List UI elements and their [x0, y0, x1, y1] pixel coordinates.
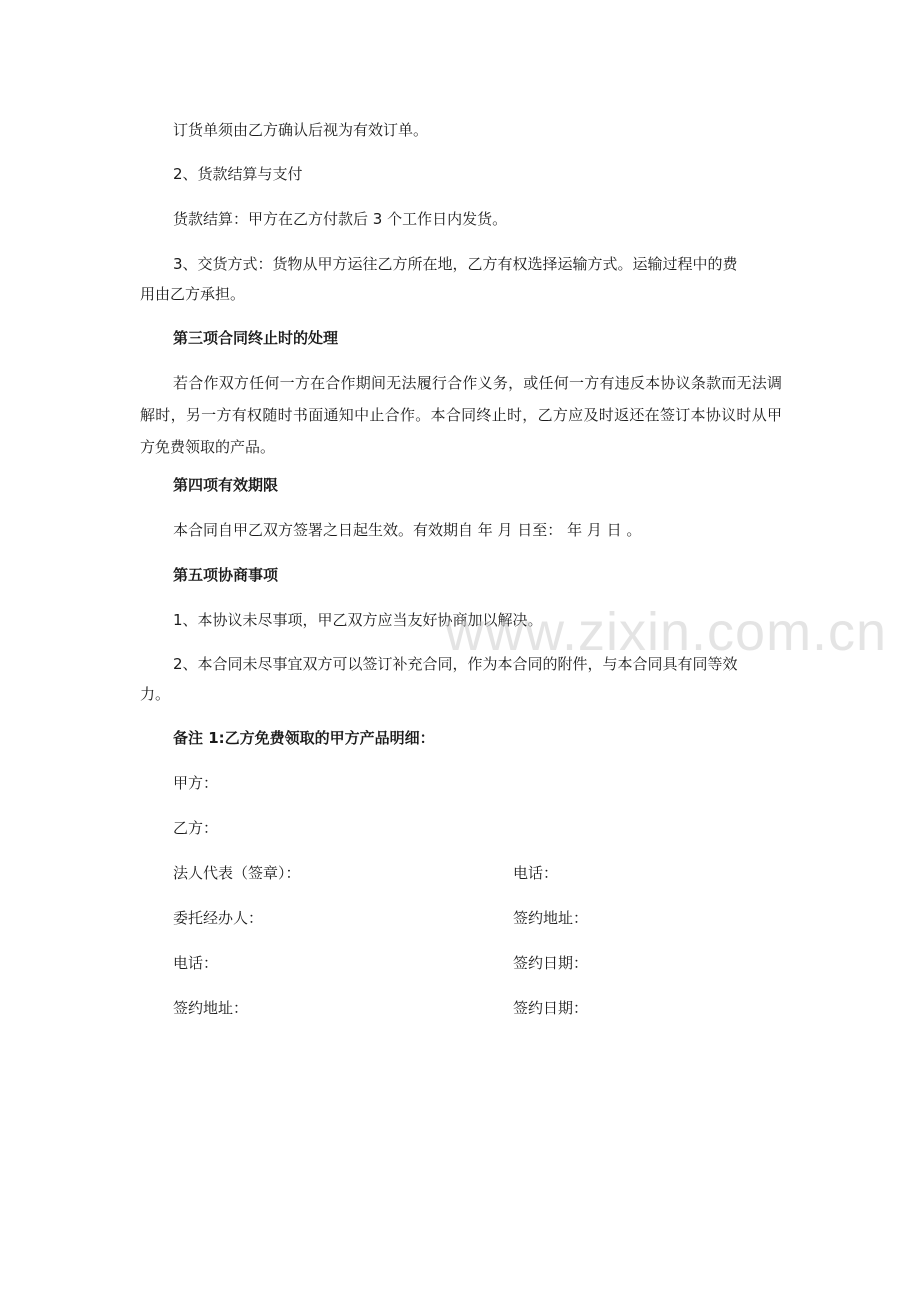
agent-label: 委托经办人：: [173, 909, 264, 927]
signing-address-label: 签约地址：: [173, 999, 249, 1017]
paragraph-termination: 若合作双方任何一方在合作期间无法履行合作义务，或任何一方有违反本协议条款而无法调解时，另一方有权随时书面通知中止合作。本合同终止时，乙方应及时返还在签订本协议时从甲方免费领取的产品。: [140, 374, 782, 456]
item-payment-settlement: 2、货款结算与支付: [173, 165, 303, 183]
signing-date-label: 签约日期：: [513, 954, 589, 972]
phone-label: 电话：: [513, 864, 559, 882]
section-heading-negotiation: 第五项协商事项: [173, 566, 279, 584]
section-heading-termination: 第三项合同终止时的处理: [173, 329, 339, 347]
paragraph-negotiation-2-line2: 力。: [140, 685, 171, 703]
watermark: www.zixin.com.cn: [445, 602, 888, 662]
signing-address-label: 签约地址：: [513, 909, 589, 927]
note-heading: 备注 1:乙方免费领取的甲方产品明细：: [173, 729, 435, 747]
party-b-label: 乙方：: [173, 819, 219, 837]
paragraph-negotiation-2-line1: 2、本合同未尽事宜双方可以签订补充合同，作为本合同的附件，与本合同具有同等效: [173, 655, 738, 673]
paragraph-payment-terms: 货款结算：甲方在乙方付款后 3 个工作日内发货。: [173, 210, 508, 228]
paragraph-order-confirmation: 订货单须由乙方确认后视为有效订单。: [173, 121, 429, 139]
paragraph-negotiation-1: 1、本协议未尽事项，甲乙双方应当友好协商加以解决。: [173, 611, 543, 629]
legal-representative-label: 法人代表（签章）：: [173, 864, 301, 882]
paragraph-delivery-line1: 3、交货方式：货物从甲方运往乙方所在地，乙方有权选择运输方式。运输过程中的费: [173, 255, 738, 273]
paragraph-validity: 本合同自甲乙双方签署之日起生效。有效期自 年 月 日至： 年 月 日 。: [173, 521, 642, 539]
phone-label: 电话：: [173, 954, 219, 972]
party-a-label: 甲方：: [173, 774, 219, 792]
signing-date-label: 签约日期：: [513, 999, 589, 1017]
paragraph-delivery-line2: 用由乙方承担。: [140, 285, 246, 303]
section-heading-validity: 第四项有效期限: [173, 476, 279, 494]
